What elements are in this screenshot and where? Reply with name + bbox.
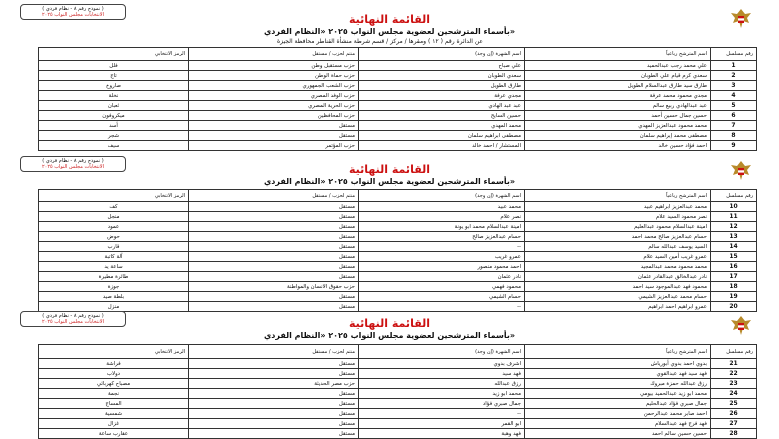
candidate-party: حزب المؤتمر [189, 141, 359, 151]
table-row [39, 232, 757, 242]
candidate-party: مستقل [189, 389, 359, 399]
candidate-fame-name: رزق عبدالله [359, 379, 525, 389]
candidate-symbol: عقارب ساعة [39, 429, 189, 439]
candidate-number: 25 [711, 399, 757, 409]
form-stamp-line2: الانتخابات مجلس النواب ٢٠٢٥ [41, 12, 105, 18]
candidate-fame-name: محمد المهدي [359, 121, 525, 131]
candidate-party: مستقل [189, 262, 359, 272]
candidate-party: مستقل [189, 202, 359, 212]
candidate-name: فهد فرج فهد عبدالسلام [525, 419, 711, 429]
candidate-fame-name: عمرو غريب [359, 252, 525, 262]
column-header-fame-name: اسم الشهرة (إن وجد) [359, 190, 525, 202]
candidate-number: 12 [711, 222, 757, 232]
candidate-fame-name: فهد سيد [359, 369, 525, 379]
table-row [39, 389, 757, 399]
candidate-name: بدوي احمد بدوي أبورياش [525, 359, 711, 369]
form-stamp-line1: ( نموذج رقم ٨ - نظام فردي ) [42, 6, 104, 12]
candidate-fame-name: محمود فهمي [359, 282, 525, 292]
list-subtitle: بأسماء المترشحين لعضوية مجلس النواب ٢٠٢٥ «النظام الفردي» [263, 177, 516, 186]
candidate-number: 11 [711, 212, 757, 222]
candidate-name: احمد صابر محمد عبدالرحمن [525, 409, 711, 419]
candidates-table-3 [38, 344, 757, 439]
candidate-name: احمد فؤاد حسين خالد [525, 141, 711, 151]
candidate-name: سعدي كرم قيام علي الطوبان [525, 71, 711, 81]
candidate-party: مستقل [189, 252, 359, 262]
candidate-number: 4 [711, 91, 757, 101]
candidate-name: امينة عبدالسلام محمود عبدالعليم [525, 222, 711, 232]
table-row [39, 71, 757, 81]
candidate-number: 7 [711, 121, 757, 131]
candidate-party: مستقل [189, 302, 359, 312]
candidate-fame-name: مجدي عرفة [359, 91, 525, 101]
table-row [39, 282, 757, 292]
candidate-symbol: مصباح كهربائي [39, 379, 189, 389]
table-header-row [39, 190, 757, 202]
candidate-fame-name: مصطفى ابراهيم سلمان [359, 131, 525, 141]
candidate-symbol: قارب [39, 242, 189, 252]
candidate-number: 9 [711, 141, 757, 151]
candidate-name: حسام محمد عبدالعزيز الشيمي [525, 292, 711, 302]
table-header-row [39, 345, 757, 359]
table-row [39, 61, 757, 71]
candidate-party: مستقل [189, 272, 359, 282]
column-header-number: رقم مسلسل [711, 190, 757, 202]
candidate-number: 24 [711, 389, 757, 399]
candidate-symbol: حوض [39, 232, 189, 242]
table-row [39, 369, 757, 379]
candidate-symbol: شجر [39, 131, 189, 141]
candidate-symbol: غزال [39, 419, 189, 429]
column-header-symbol: الرمز الانتخابي [39, 48, 189, 61]
candidate-fame-name: حسام عبدالعزيز صالح [359, 232, 525, 242]
candidate-party: حزب حماة الوطن [189, 71, 359, 81]
candidate-symbol: طائرة مطيرة [39, 272, 189, 282]
column-header-fame-name: اسم الشهرة (إن وجد) [359, 48, 525, 61]
table-row [39, 111, 757, 121]
candidate-fame-name: المستشار / احمد خالد [359, 141, 525, 151]
column-header-party: منتم لحزب / مستقل [189, 345, 359, 359]
table-header-row [39, 48, 757, 61]
column-header-symbol: الرمز الانتخابي [39, 345, 189, 359]
table-row [39, 419, 757, 429]
table-row [39, 202, 757, 212]
candidate-fame-name: -- [359, 302, 525, 312]
form-stamp-line2: الانتخابات مجلس النواب ٢٠٢٥ [41, 319, 105, 325]
candidate-party: حزب مصر الحديثة [189, 379, 359, 389]
table-row [39, 81, 757, 91]
candidate-name: مصطفى محمد إبراهيم سلمان [525, 131, 711, 141]
candidate-number: 17 [711, 272, 757, 282]
candidate-party: مستقل [189, 409, 359, 419]
candidate-name: محمد ابو زيد عبدالحميد بيومي [525, 389, 711, 399]
candidate-party: مستقل [189, 292, 359, 302]
candidate-fame-name: فهد وهبة [359, 429, 525, 439]
column-header-name: اسم المترشح رباعياً [525, 48, 711, 61]
candidate-party: مستقل [189, 212, 359, 222]
candidate-name: طارق سيد طارق عبدالسلام الطويل [525, 81, 711, 91]
column-header-party: منتم لحزب / مستقل [189, 190, 359, 202]
candidate-symbol: صاروخ [39, 81, 189, 91]
candidate-name: محمد عبدالعزيز ابراهيم عبيد [525, 202, 711, 212]
candidate-number: 5 [711, 101, 757, 111]
candidate-party: حزب الحرية المصري [189, 101, 359, 111]
candidate-symbol: كف [39, 202, 189, 212]
candidate-party: مستقل [189, 399, 359, 409]
table-row [39, 141, 757, 151]
candidate-party: حزب المحافظين [189, 111, 359, 121]
candidate-symbol: آلة كاتبة [39, 252, 189, 262]
candidate-symbol: نخلة [39, 91, 189, 101]
candidate-symbol: المساج [39, 399, 189, 409]
candidate-number: 16 [711, 262, 757, 272]
column-header-symbol: الرمز الانتخابي [39, 190, 189, 202]
table-row [39, 212, 757, 222]
candidate-number: 23 [711, 379, 757, 389]
candidate-symbol: منجل [39, 212, 189, 222]
candidate-party: حزب الشعب الجمهوري [189, 81, 359, 91]
candidate-name: عمرو ابراهيم احمد ابراهيم [525, 302, 711, 312]
candidate-fame-name: جمال صبري فؤاد [359, 399, 525, 409]
table-row [39, 292, 757, 302]
candidate-name: عبد عبدالهادي ربيع سالم [525, 101, 711, 111]
form-stamp-line1: ( نموذج رقم ٨ - نظام فردي ) [42, 313, 104, 319]
table-row [39, 91, 757, 101]
candidate-number: 18 [711, 282, 757, 292]
table-row [39, 302, 757, 312]
candidate-symbol: شمسية [39, 409, 189, 419]
candidate-fame-name: محمد عبيد [359, 202, 525, 212]
table-row [39, 131, 757, 141]
candidate-symbol: عمود [39, 222, 189, 232]
table-row [39, 272, 757, 282]
candidate-fame-name: عبد عبد الهادي [359, 101, 525, 111]
candidates-table-1 [38, 47, 757, 151]
candidate-symbol: منزل [39, 302, 189, 312]
candidate-number: 2 [711, 71, 757, 81]
candidate-fame-name: حسام الشيمي [359, 292, 525, 302]
candidate-fame-name: نادر عثمان [359, 272, 525, 282]
candidate-party: مستقل [189, 121, 359, 131]
candidate-name: مجدي محمود محمد عرفة [525, 91, 711, 101]
table-row [39, 242, 757, 252]
candidate-number: 20 [711, 302, 757, 312]
candidate-number: 15 [711, 252, 757, 262]
candidate-number: 26 [711, 409, 757, 419]
candidate-fame-name: علي صباح [359, 61, 525, 71]
candidate-name: نادر عبدالخالق عبدالقادر عثمان [525, 272, 711, 282]
candidate-name: حسين حسين سالم احمد [525, 429, 711, 439]
candidate-name: فهد سيد فهد عبدالقوي [525, 369, 711, 379]
candidate-fame-name: -- [359, 409, 525, 419]
candidate-number: 28 [711, 429, 757, 439]
candidate-name: حسام عبدالعزيز صالح محمد احمد [525, 232, 711, 242]
candidates-table-2 [38, 189, 757, 312]
candidate-party: مستقل [189, 222, 359, 232]
list-subtitle: بأسماء المترشحين لعضوية مجلس النواب ٢٠٢٥ «النظام الفردي» [263, 331, 516, 340]
list-title: القائمة النهائية [348, 163, 431, 176]
table-row [39, 399, 757, 409]
candidate-name: محمود فهد عبدالموجود سيد احمد [525, 282, 711, 292]
candidate-party: حزب الوفد المصري [189, 91, 359, 101]
candidate-number: 22 [711, 369, 757, 379]
candidate-name: محمد محمود عبدالعزيز المهدي [525, 121, 711, 131]
list-subtitle: بأسماء المترشحين لعضوية مجلس النواب ٢٠٢٥ «النظام الفردي» [263, 27, 516, 36]
candidate-symbol: تاج [39, 71, 189, 81]
candidate-symbol: نجمة [39, 389, 189, 399]
candidate-symbol: أسد [39, 121, 189, 131]
form-stamp-line1: ( نموذج رقم ٨ - نظام فردي ) [42, 158, 104, 164]
table-row [39, 379, 757, 389]
candidate-number: 3 [711, 81, 757, 91]
candidate-fame-name: محمد ابو زيد [359, 389, 525, 399]
candidate-number: 19 [711, 292, 757, 302]
candidate-symbol: جوزة [39, 282, 189, 292]
district-line: عن الدائرة رقم ( ١٢ ) ومقرها / مركز / قسم شرطة منشأة القناطر محافظة الجيزة [277, 38, 483, 45]
column-header-name: اسم المترشح رباعياً [525, 190, 711, 202]
candidate-name: علي محمد رجب عبدالحميد [525, 61, 711, 71]
table-row [39, 101, 757, 111]
table-row [39, 121, 757, 131]
candidate-fame-name: سعدي الطوبان [359, 71, 525, 81]
candidate-name: نصر محمود السيد علام [525, 212, 711, 222]
candidate-number: 21 [711, 359, 757, 369]
candidate-symbol: بلطة صيد [39, 292, 189, 302]
list-title: القائمة النهائية [348, 317, 431, 330]
column-header-name: اسم المترشح رباعياً [525, 345, 711, 359]
candidate-number: 14 [711, 242, 757, 252]
candidate-name: السيد يوسف عبدالله سالم [525, 242, 711, 252]
table-row [39, 262, 757, 272]
candidate-number: 27 [711, 419, 757, 429]
candidate-symbol: ميكروفون [39, 111, 189, 121]
candidate-fame-name: حسين السايح [359, 111, 525, 121]
candidate-symbol: فلل [39, 61, 189, 71]
candidate-party: حزب حقوق الانسان والمواطنة [189, 282, 359, 292]
column-header-number: رقم مسلسل [711, 48, 757, 61]
candidate-party: حزب مستقبل وطن [189, 61, 359, 71]
candidate-fame-name: -- [359, 242, 525, 252]
candidate-party: مستقل [189, 429, 359, 439]
candidate-fame-name: اشرف بدوي [359, 359, 525, 369]
column-header-party: منتم لحزب / مستقل [189, 48, 359, 61]
candidate-number: 10 [711, 202, 757, 212]
candidate-party: مستقل [189, 419, 359, 429]
candidate-number: 6 [711, 111, 757, 121]
form-stamp-line2: الانتخابات مجلس النواب ٢٠٢٥ [41, 164, 105, 170]
candidate-fame-name: نصر علام [359, 212, 525, 222]
list-title: القائمة النهائية [348, 13, 431, 26]
table-row [39, 429, 757, 439]
candidate-number: 13 [711, 232, 757, 242]
column-header-number: رقم مسلسل [711, 345, 757, 359]
candidate-name: حسين جمال حسين أحمد [525, 111, 711, 121]
candidate-number: 8 [711, 131, 757, 141]
column-header-fame-name: اسم الشهرة (إن وجد) [359, 345, 525, 359]
candidate-fame-name: طارق الطويل [359, 81, 525, 91]
candidate-fame-name: ابو القمر [359, 419, 525, 429]
candidate-name: رزق عبدالله حمزة مبروك [525, 379, 711, 389]
candidate-party: مستقل [189, 369, 359, 379]
candidate-number: 1 [711, 61, 757, 71]
candidate-party: مستقل [189, 232, 359, 242]
candidate-fame-name: احمد محمود منصور [359, 262, 525, 272]
candidate-symbol: فراشة [39, 359, 189, 369]
table-row [39, 359, 757, 369]
candidate-symbol: دولاب [39, 369, 189, 379]
candidate-symbol: ثعبان [39, 101, 189, 111]
table-row [39, 409, 757, 419]
table-row [39, 222, 757, 232]
candidate-name: جمال صبري فؤاد عبدالحليم [525, 399, 711, 409]
candidate-symbol: سيف [39, 141, 189, 151]
candidate-party: مستقل [189, 359, 359, 369]
candidate-symbol: ساعة يد [39, 262, 189, 272]
candidate-name: عمرو غريب أمين السيد علام [525, 252, 711, 262]
table-row [39, 252, 757, 262]
candidate-party: مستقل [189, 242, 359, 252]
candidate-fame-name: امينة عبدالسلام محمد ابو يونة [359, 222, 525, 232]
candidate-party: مستقل [189, 131, 359, 141]
candidate-name: محمد محمود محمد عبدالمجيد [525, 262, 711, 272]
